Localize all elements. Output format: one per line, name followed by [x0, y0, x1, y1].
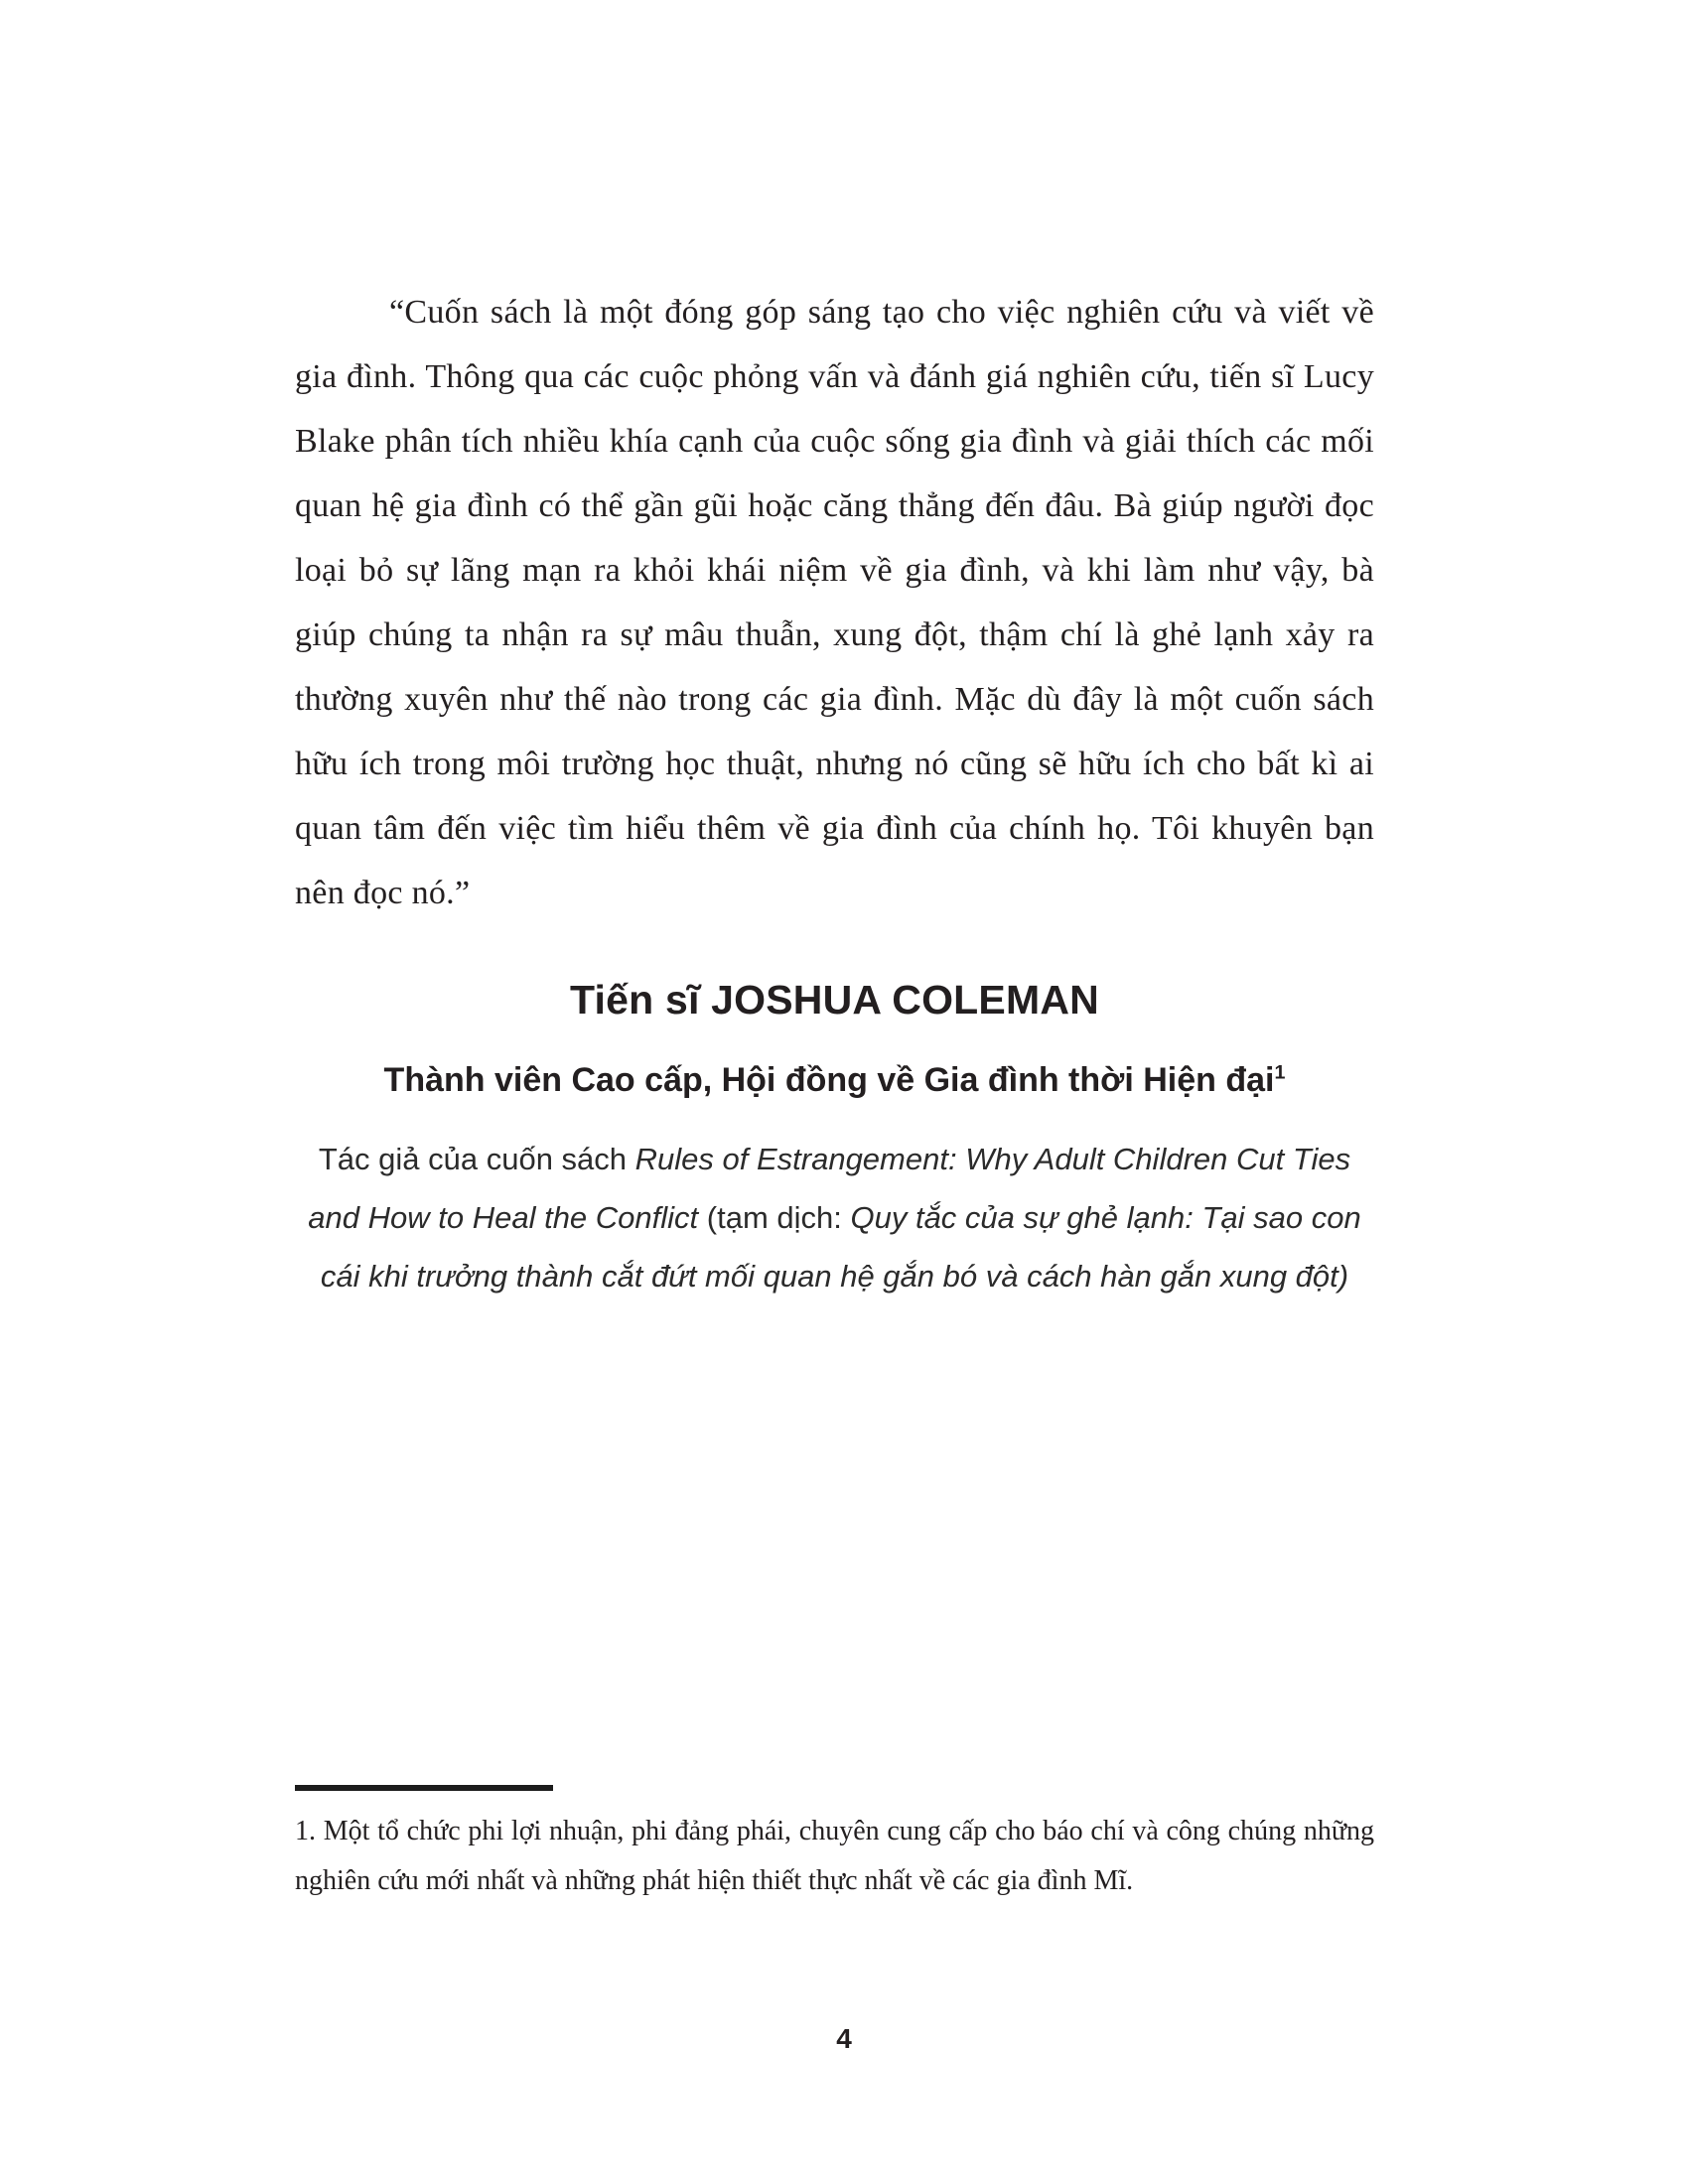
- book-title-english: Rules of Estrangement: Why Adult Children Cut Ties and How to Heal the Conflict: [308, 1142, 1351, 1235]
- translation-label: (tạm dịch:: [698, 1200, 851, 1235]
- attribution-name: Tiến sĩ JOSHUA COLEMAN: [570, 977, 1099, 1023]
- footnote-text: 1. Một tổ chức phi lợi nhuận, phi đảng phái, chuyên cung cấp cho báo chí và công chúng những nghiên cứu mới nhất và những phát hiện thiết thực nhất về các gia đình Mĩ.: [295, 1816, 1374, 1896]
- attribution-book-line: [295, 1130, 1374, 1305]
- book-title-vietnamese: Quy tắc của sự ghẻ lạnh: Tại sao con cái khi trưởng thành cắt đứt mối quan hệ gắn bó và cách hàn gắn xung đột: [320, 1200, 1361, 1294]
- footnote-reference: 1: [1274, 1061, 1286, 1084]
- footnote-area: [295, 1785, 1374, 1906]
- author-intro-text: Tác giả của cuốn sách: [318, 1142, 635, 1176]
- page-number: 4: [836, 2023, 852, 2054]
- footnote-divider: [295, 1785, 553, 1791]
- testimonial-quote: “Cuốn sách là một đóng góp sáng tạo cho việc nghiên cứu và viết về gia đình. Thông qua các cuộc phỏng vấn và đánh giá nghiên cứu, tiến sĩ Lucy Blake phân tích nhiều khía cạnh của cuộc sống gia đình và giải thích các mối quan hệ gia đình có thể gần gũi hoặc căng thẳng đến đâu. Bà giúp người đọc loại bỏ sự lãng mạn ra khỏi khái niệm về gia đình, và khi làm như vậy, bà giúp chúng ta nhận ra sự mâu thuẫn, xung đột, thậm chí là ghẻ lạnh xảy ra thường xuyên như thế nào trong các gia đình. Mặc dù đây là một cuốn sách hữu ích trong môi trường học thuật, nhưng nó cũng sẽ hữu ích cho bất kì ai quan tâm đến việc tìm hiểu thêm về gia đình của chính họ. Tôi khuyên bạn nên đọc nó.”: [295, 294, 1374, 911]
- closing-paren: ): [1337, 1259, 1349, 1294]
- attribution-role: [295, 1061, 1374, 1100]
- page-content: [295, 280, 1374, 1305]
- attribution-role-text: Thành viên Cao cấp, Hội đồng về Gia đình thời Hiện đại: [383, 1061, 1275, 1099]
